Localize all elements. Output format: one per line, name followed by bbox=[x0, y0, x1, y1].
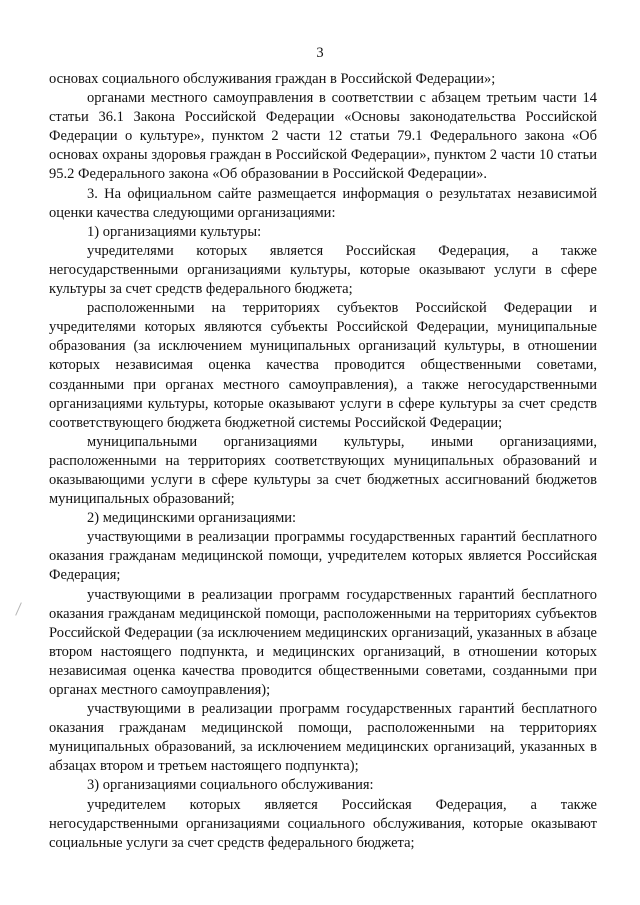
paragraph-item-3: 3. На официальном сайте размещается информация о результатах независимой оценки качества следующими организациями: bbox=[49, 185, 597, 221]
subitem-social-heading: 3) организациями социального обслуживания: bbox=[87, 777, 374, 794]
paragraph-local-government: органами местного самоуправления в соответствии с абзацем третьим части 14 статьи 36.1 Закона Российской Федерации «Основы законодательства Российской Федерации о культуре», пунктом 2 части 12 статьи 79.1 Федерального закона «Об основах охраны здоровья граждан в Российской Федерации», пунктом 2 части 10 статьи 95.2 Федерального закона «Об образовании в Российской Федерации». bbox=[49, 90, 597, 183]
paragraph-medical-federal: участвующими в реализации программы государственных гарантий бесплатного оказания гражданам медицинской помощи, учредителем которых является Российская Федерация; bbox=[49, 529, 597, 584]
paragraph-culture-regional: расположенными на территориях субъектов Российской Федерации и учредителями которых являются субъекты Российской Федерации, муниципальные образования (за исключением муниципальных организаций культуры, в отношении которых независимая оценка качества проводится общественными советами, созданными при органах местного самоуправления), а также негосударственными организациями культуры, которые оказывают услуги в сфере культуры за счет средств соответствующего бюджета бюджетной системы Российской Федерации; bbox=[49, 300, 597, 431]
paragraph-medical-municipal: участвующими в реализации программ государственных гарантий бесплатного оказания гражданам медицинской помощи, расположенными на территориях муниципальных образований, за исключением медицинских организаций, указанных в абзацах втором и третьем настоящего подпункта); bbox=[49, 701, 597, 775]
paragraph-continuation: основах социального обслуживания граждан в Российской Федерации»; bbox=[49, 71, 496, 87]
paragraph-social-federal: учредителем которых является Российская Федерация, а также негосударственными организациями социального обслуживания, которые оказывают социальные услуги за счет средств федерального бюджета; bbox=[49, 796, 597, 851]
subitem-medical-heading: 2) медицинскими организациями: bbox=[87, 510, 297, 527]
scan-artifact-mark bbox=[15, 602, 22, 615]
page-number: 3 bbox=[316, 45, 324, 61]
paragraph-culture-municipal: муниципальными организациями культуры, иными организациями, расположенными на территориях соответствующих муниципальных образований и оказывающими услуги в сфере культуры за счет бюджетных ассигнований бюджетов муниципальных образований; bbox=[49, 433, 597, 508]
subitem-culture-heading: 1) организациями культуры: bbox=[87, 223, 262, 240]
paragraph-medical-regional: участвующими в реализации программ государственных гарантий бесплатного оказания гражданам медицинской помощи, расположенными на территориях субъектов Российской Федерации (за исключением медицинских организаций, указанных в абзаце втором настоящего подпункта, и медицинских организаций, в отношении которых независимая оценка качества проводится общественными советами, созданными при органах местного самоуправления); bbox=[49, 586, 597, 698]
paragraph-culture-federal: учредителями которых является Российская Федерация, а также негосударственными организациями культуры, которые оказывают услуги в сфере культуры за счет средств федерального бюджета; bbox=[49, 242, 597, 298]
document-body bbox=[49, 70, 597, 853]
